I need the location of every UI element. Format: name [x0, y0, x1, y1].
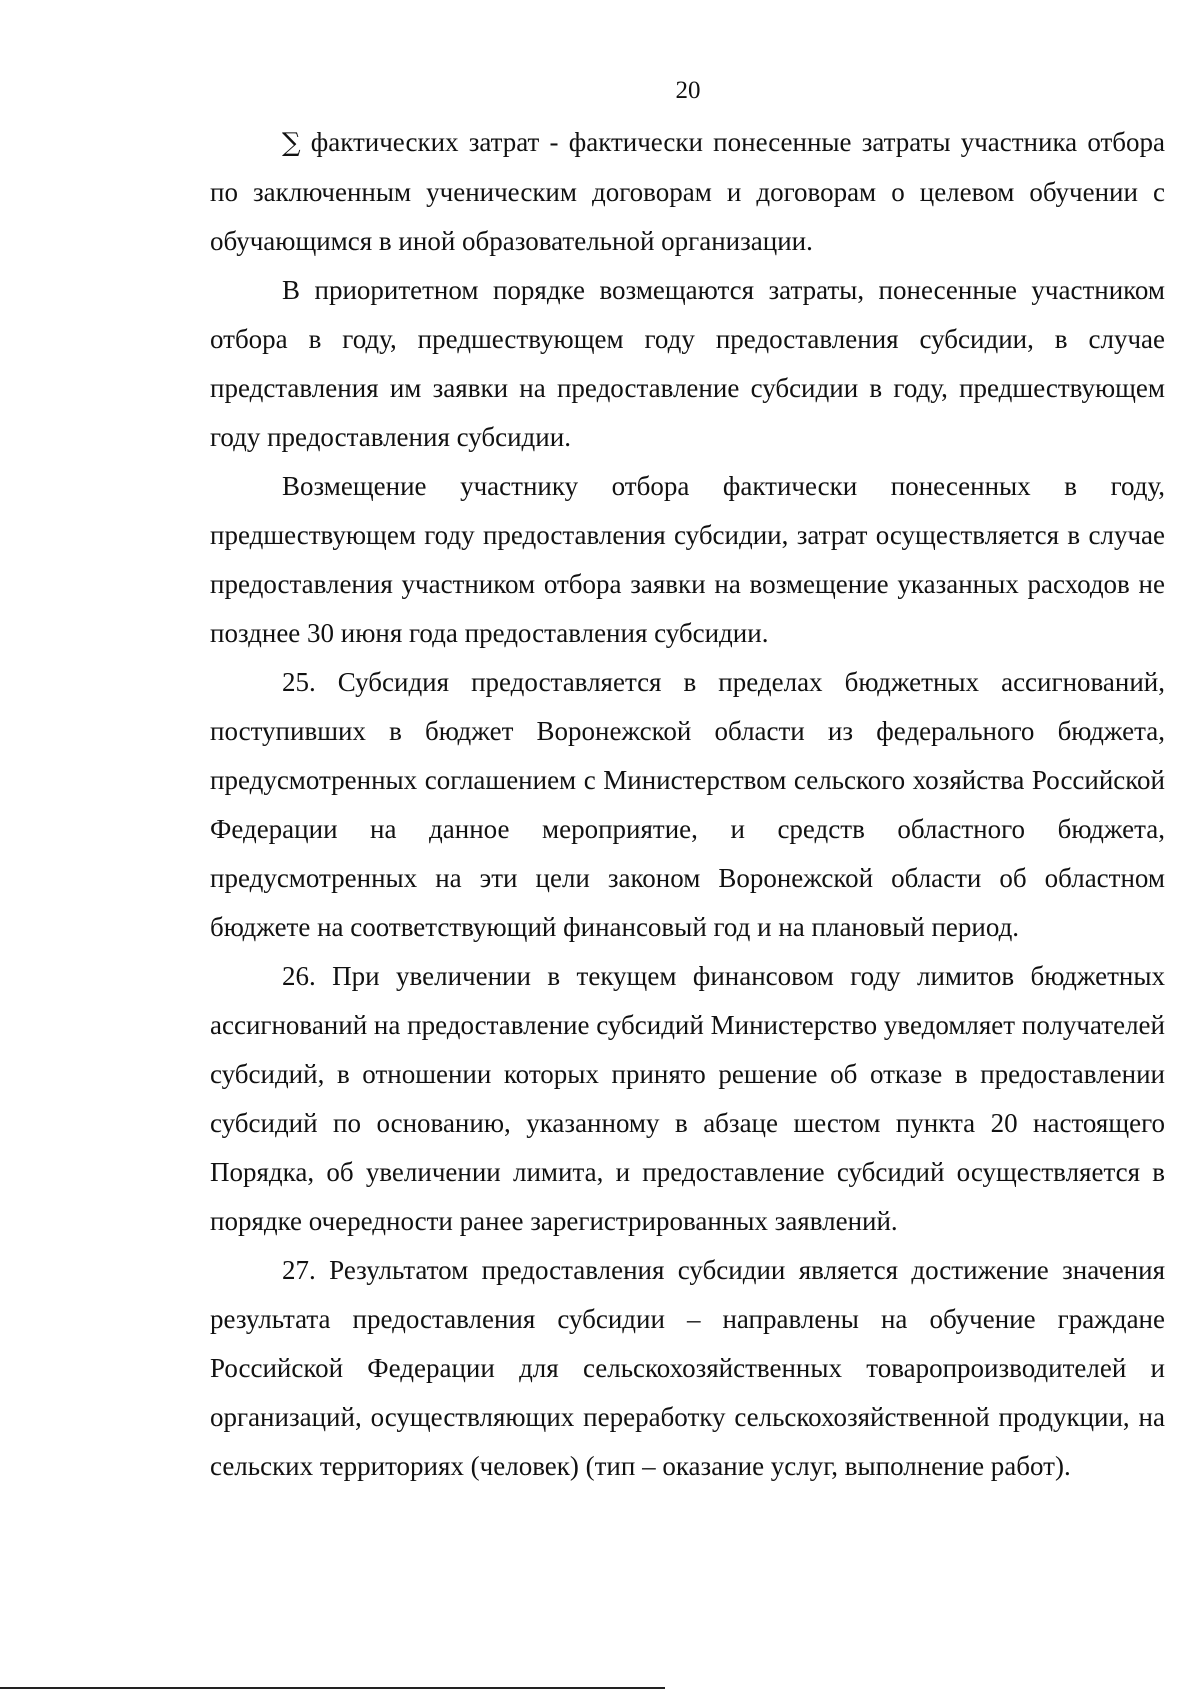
paragraph-item-25: 25. Субсидия предоставляется в пределах бюджетных ассигнований, поступивших в бюджет Воронежской области из федерального бюджета, предусмотренных соглашением с Министерством сельского хозяйства Российской Федерации на данное мероприятие, и средств областного бюджета, предусмотренных на эти цели законом Воронежской области об областном бюджете на соответствующий финансовый год и на плановый период.	[210, 667, 1165, 942]
paragraph-priority-reimbursement: В приоритетном порядке возмещаются затраты, понесенные участником отбора в году, предшествующем году предоставления субсидии, в случае представления им заявки на предоставление субсидии в году, предшествующем году предоставления субсидии.	[210, 275, 1165, 452]
document-body	[210, 118, 1165, 1491]
sigma-symbol: ∑	[282, 128, 301, 158]
paragraph-actual-costs	[210, 118, 1165, 266]
footer-rule	[0, 1687, 665, 1689]
page-number: 20	[675, 77, 701, 104]
paragraph-item-26: 26. При увеличении в текущем финансовом году лимитов бюджетных ассигнований на предоставление субсидий Министерство уведомляет получателей субсидий, в отношении которых принято решение об отказе в предоставлении субсидий по основанию, указанному в абзаце шестом пункта 20 настоящего Порядка, об увеличении лимита, и предоставление субсидий осуществляется в порядке очередности ранее зарегистрированных заявлений.	[210, 961, 1165, 1236]
paragraph-text: фактических затрат - фактически понесенные затраты участника отбора по заключенным ученическим договорам и договорам о целевом обучении с обучающимся в иной образовательной организации.	[210, 127, 1165, 256]
paragraph-previous-year-reimbursement: Возмещение участнику отбора фактически понесенных в году, предшествующем году предоставления субсидии, затрат осуществляется в случае предоставления участником отбора заявки на возмещение указанных расходов не позднее 30 июня года предоставления субсидии.	[210, 471, 1165, 648]
paragraph-item-27: 27. Результатом предоставления субсидии является достижение значения результата предоставления субсидии – направлены на обучение граждане Российской Федерации для сельскохозяйственных товаропроизводителей и организаций, осуществляющих переработку сельскохозяйственной продукции, на сельских территориях (человек) (тип – оказание услуг, выполнение работ).	[210, 1255, 1165, 1481]
